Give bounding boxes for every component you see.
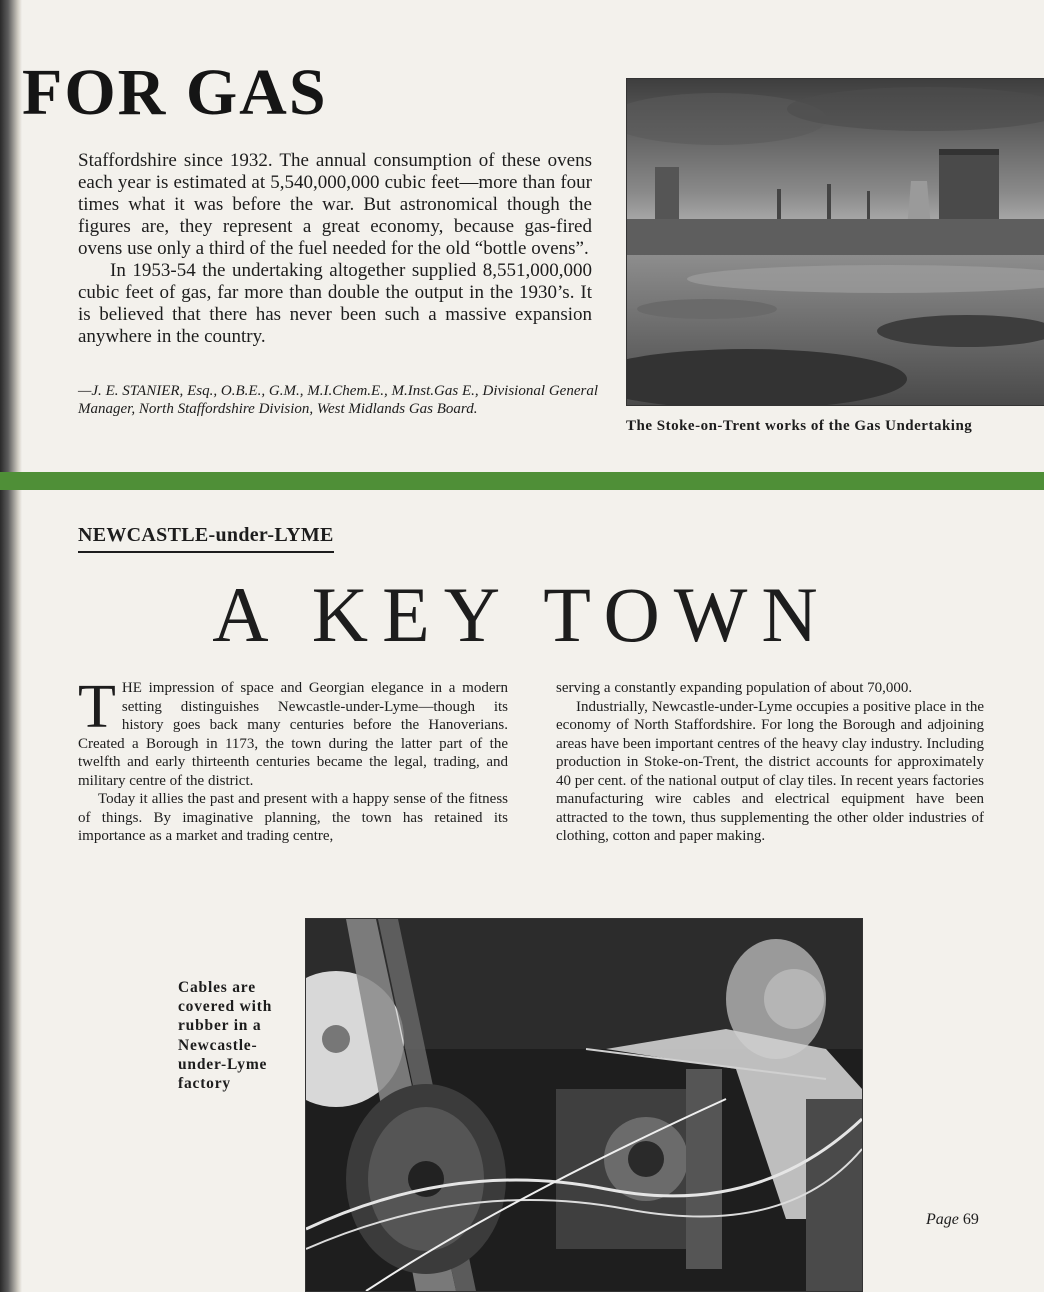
gas-works-photo: [626, 78, 1044, 406]
drop-cap: T: [78, 673, 116, 741]
cable-photo-caption: Cables are covered with rubber in a Newcastle-under-Lyme factory: [178, 979, 273, 1093]
gas-photo-caption: The Stoke-on-Trent works of the Gas Undertaking: [626, 418, 973, 434]
gas-article-title: FOR GAS: [22, 56, 328, 129]
article-column-right: [556, 679, 984, 846]
page-number-value: 69: [962, 1211, 979, 1228]
section-kicker: NEWCASTLE-under-LYME: [78, 524, 334, 553]
gas-paragraph-1: Staffordshire since 1932. The annual consumption of these ovens each year is estimated at 5,540,000,000 cubic feet—more than four times what it was before the war. But astronomical though the figures are, they represent a great economy, because gas-fired ovens use only a third of the fuel needed for the old “bottle ovens”.: [78, 150, 592, 259]
article-paragraph-1: [78, 673, 508, 790]
gas-article-signature: —J. E. STANIER, Esq., O.B.E., G.M., M.I.Chem.E., M.Inst.Gas E., Divisional General Manager, North Staffordshire Division, West Midlands Gas Board.: [78, 383, 598, 417]
article-column-left: [78, 673, 508, 846]
page-number-label: Page: [926, 1211, 959, 1228]
cable-factory-photo-image: [306, 919, 862, 1291]
article-paragraph-4: Industrially, Newcastle-under-Lyme occupies a positive place in the economy of North Staffordshire. For long the Borough and adjoining areas have been important centres of the heavy clay industry. Including production in Stoke-on-Trent, the district accounts for approximately 40 per cent. of the national output of clay tiles. In recent years factories manufacturing wire cables and electrical equipment have been attracted to the town, thus supplementing the other older industries of clothing, cotton and paper making.: [556, 698, 984, 844]
article-paragraph-3: serving a constantly expanding population of about 70,000.: [556, 680, 913, 696]
gas-works-photo-image: [627, 79, 1044, 405]
page-number: [926, 1211, 979, 1229]
cable-factory-photo: [305, 918, 863, 1292]
article-headline: A KEY TOWN: [212, 571, 832, 658]
gas-paragraph-2: In 1953-54 the undertaking altogether supplied 8,551,000,000 cubic feet of gas, far more than double the output in the 1930’s. It is believed that there has never been such a massive expansion anywhere in the country.: [78, 260, 592, 347]
article-paragraph-1-text: HE impression of space and Georgian elegance in a modern setting distinguishes Newcastle-under-Lyme—though its history goes back many centuries before the Hanoverians. Created a Borough in 1173, the town during the latter part of the twelfth and early thirteenth centuries became the legal, trading, and military centre of the district.: [78, 680, 508, 789]
gas-article-body: [78, 150, 592, 348]
article-paragraph-2: Today it allies the past and present with a happy sense of the fitness of things. By imaginative planning, the town has retained its importance as a market and trading centre,: [78, 791, 508, 844]
section-divider-band: [0, 472, 1044, 490]
